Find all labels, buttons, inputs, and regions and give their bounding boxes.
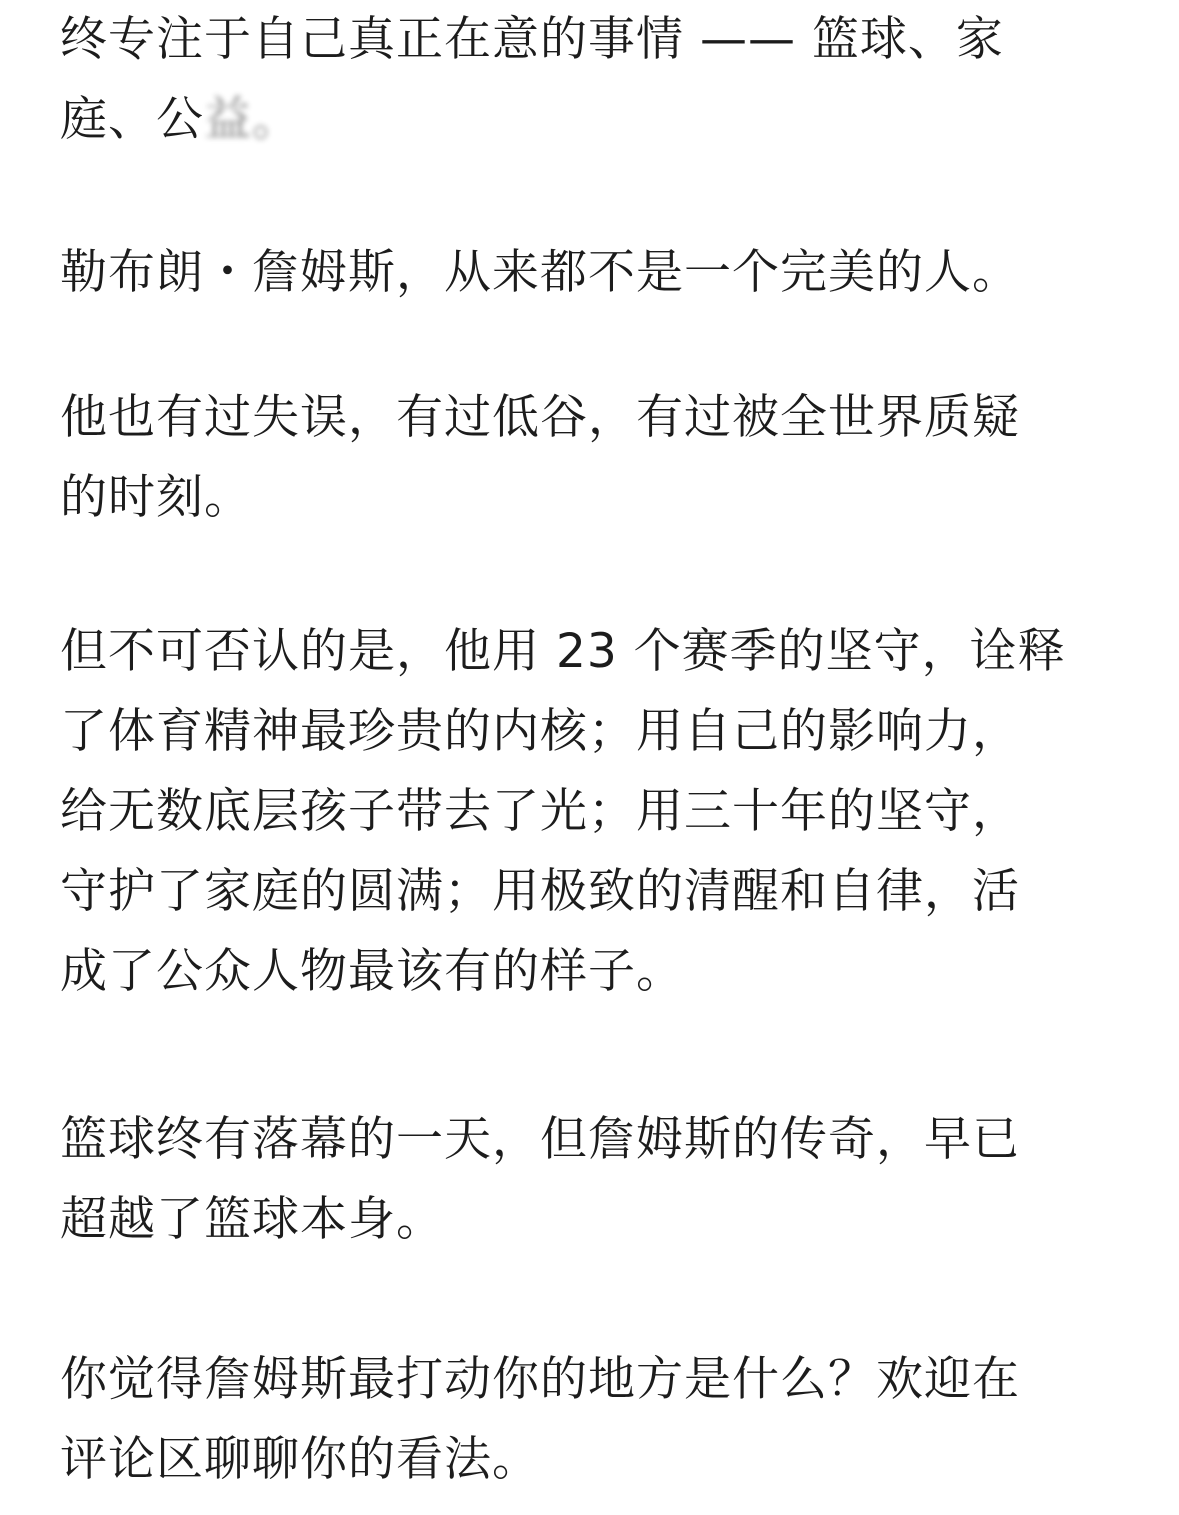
text-line: 但不可否认的是，他用 23 个赛季的坚守，诠释 <box>60 624 1066 679</box>
text-line: 你觉得詹姆斯最打动你的地方是什么？欢迎在 <box>60 1352 1020 1407</box>
paragraph-mistakes <box>60 378 1130 538</box>
paragraph-call-to-action <box>60 1340 1130 1500</box>
paragraph-beyond-basketball <box>60 1100 1130 1260</box>
text-line: 了体育精神最珍贵的内核；用自己的影响力， <box>60 704 1020 759</box>
paragraph-legacy <box>60 612 1130 1012</box>
text-line: 守护了家庭的圆满；用极致的清醒和自律，活 <box>60 864 1020 919</box>
text-fragment: 庭、公 <box>60 92 204 147</box>
text-line: 篮球终有落幕的一天，但詹姆斯的传奇，早已 <box>60 1112 1020 1167</box>
paragraph-not-perfect <box>60 233 1130 313</box>
paragraph-focus <box>60 0 1130 160</box>
text-line: 的时刻。 <box>60 470 252 525</box>
text-line: 成了公众人物最该有的样子。 <box>60 944 684 999</box>
text-line: 他也有过失误，有过低谷，有过被全世界质疑 <box>60 390 1020 445</box>
text-line: 终专注于自己真正在意的事情 —— 篮球、家 <box>60 12 1004 67</box>
text-line: 超越了篮球本身。 <box>60 1192 444 1247</box>
blurred-text-fragment: 益。 <box>204 92 300 147</box>
text-line <box>60 80 1130 160</box>
text-line: 给无数底层孩子带去了光；用三十年的坚守， <box>60 784 1020 839</box>
text-line: 勒布朗・詹姆斯，从来都不是一个完美的人。 <box>60 245 1020 300</box>
text-line: 评论区聊聊你的看法。 <box>60 1432 540 1487</box>
